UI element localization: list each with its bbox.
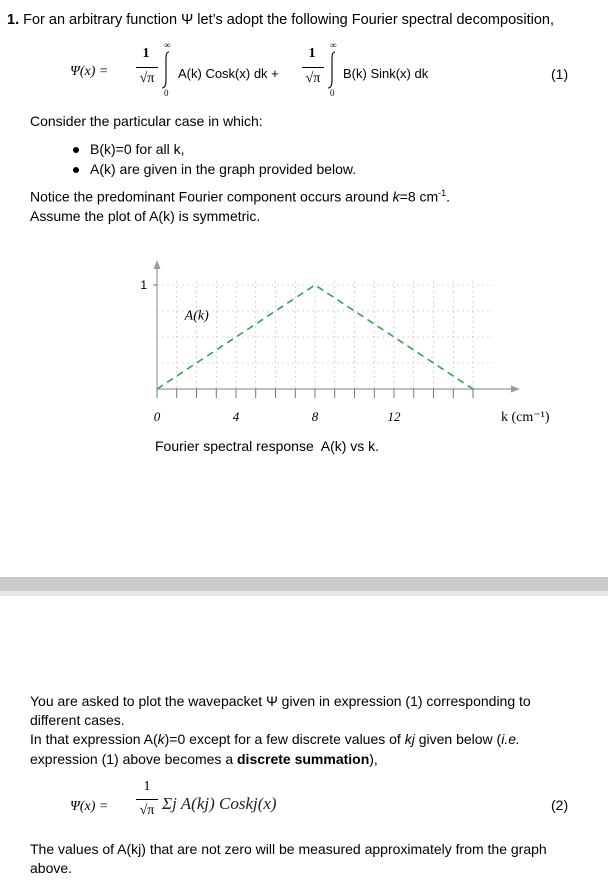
y-tick-label: 1 bbox=[140, 278, 147, 292]
notice-text bbox=[30, 188, 450, 205]
notice-k: k bbox=[392, 188, 400, 205]
bullet-2-text: A(k) are given in the graph provided below. bbox=[90, 161, 357, 177]
chart-caption: Fourier spectral response A(k) vs k. bbox=[155, 438, 380, 454]
eq1-int2-upper: ∞ bbox=[330, 40, 337, 50]
eq1-frac2-num: 1 bbox=[308, 46, 316, 61]
series-label: A(k) bbox=[184, 308, 209, 324]
eq1-integral-2-icon bbox=[326, 50, 338, 90]
part2-line3b: discrete summation bbox=[237, 751, 370, 767]
y-axis-arrow-icon bbox=[154, 260, 161, 269]
part2-closing: The values of A(kj) that are not zero will be measured approximately from the graph above. bbox=[30, 841, 547, 876]
eq1-frac-den: √π bbox=[139, 71, 155, 86]
eq1-integral-1-icon bbox=[160, 50, 172, 90]
eq2-number: (2) bbox=[551, 797, 569, 813]
part2-line2c: )=0 except for a few discrete values of bbox=[164, 731, 405, 747]
notice-sup: -1 bbox=[438, 188, 447, 198]
eq2-lhs: Ψ(x) = bbox=[70, 799, 109, 814]
problem-intro bbox=[7, 12, 607, 28]
x-tick-label: 4 bbox=[232, 409, 240, 424]
eq1-frac-line bbox=[136, 67, 158, 68]
consider-text: Consider the particular case in which: bbox=[30, 113, 263, 129]
eq1-frac-num: 1 bbox=[142, 46, 150, 61]
part2-line3a: expression (1) above becomes a bbox=[30, 751, 237, 767]
bullet-2-icon bbox=[73, 167, 79, 173]
fourier-chart bbox=[0, 255, 608, 455]
notice-pre: Notice the predominant Fourier component occurs around bbox=[30, 188, 393, 205]
eq2-frac-num: 1 bbox=[143, 779, 151, 794]
part2-line2 bbox=[30, 731, 520, 747]
eq1-frac2-den: √π bbox=[305, 71, 321, 86]
eq2-sum: Σj A(kj) Coskj(x) bbox=[162, 794, 277, 813]
part2-line3 bbox=[30, 751, 378, 767]
eq1-term1: A(k) Cosk(x) dk + bbox=[178, 66, 279, 81]
part2-line3c: ), bbox=[369, 751, 378, 767]
page-separator bbox=[0, 577, 608, 591]
x-tick-label: 8 bbox=[311, 409, 319, 424]
eq1-int1-lower: 0 bbox=[164, 88, 169, 98]
eq1-term2: B(k) Sink(x) dk bbox=[343, 66, 429, 81]
page-separator-shadow bbox=[0, 591, 608, 596]
eq2-frac-den: √π bbox=[139, 803, 155, 818]
part2-line2a: In that expression A( bbox=[30, 731, 158, 747]
part2-line1: You are asked to plot the wavepacket Ψ given in expression (1) corresponding to different cases. bbox=[30, 693, 531, 728]
x-axis-label: k (cm⁻¹) bbox=[501, 410, 550, 425]
bullet-1-icon bbox=[73, 147, 79, 153]
eq1-number: (1) bbox=[551, 66, 569, 82]
part2-line2f: i.e. bbox=[501, 731, 520, 747]
eq1-int1-upper: ∞ bbox=[164, 40, 171, 50]
bullet-1-text: B(k)=0 for all k, bbox=[90, 141, 185, 157]
eq1-frac2-line bbox=[302, 67, 324, 68]
part2-line2d: kj bbox=[404, 731, 415, 747]
eq1-int2-lower: 0 bbox=[330, 88, 335, 98]
part2-line2b: k bbox=[157, 731, 165, 747]
notice-end: . bbox=[446, 188, 451, 205]
notice-post: =8 cm bbox=[399, 188, 439, 205]
x-tick-label: 12 bbox=[387, 409, 401, 424]
problem-intro-text: For an arbitrary function Ψ let’s adopt the following Fourier spectral decomposition, bbox=[23, 12, 555, 28]
assume-text: Assume the plot of A(k) is symmetric. bbox=[30, 208, 261, 224]
x-tick-label: 0 bbox=[153, 409, 161, 424]
problem-number: 1. bbox=[7, 12, 20, 28]
x-axis-arrow-icon bbox=[511, 386, 520, 393]
eq2-frac-line bbox=[136, 799, 158, 800]
eq1-lhs: Ψ(x) = bbox=[70, 64, 109, 79]
part2-line2e: given below ( bbox=[414, 731, 502, 747]
